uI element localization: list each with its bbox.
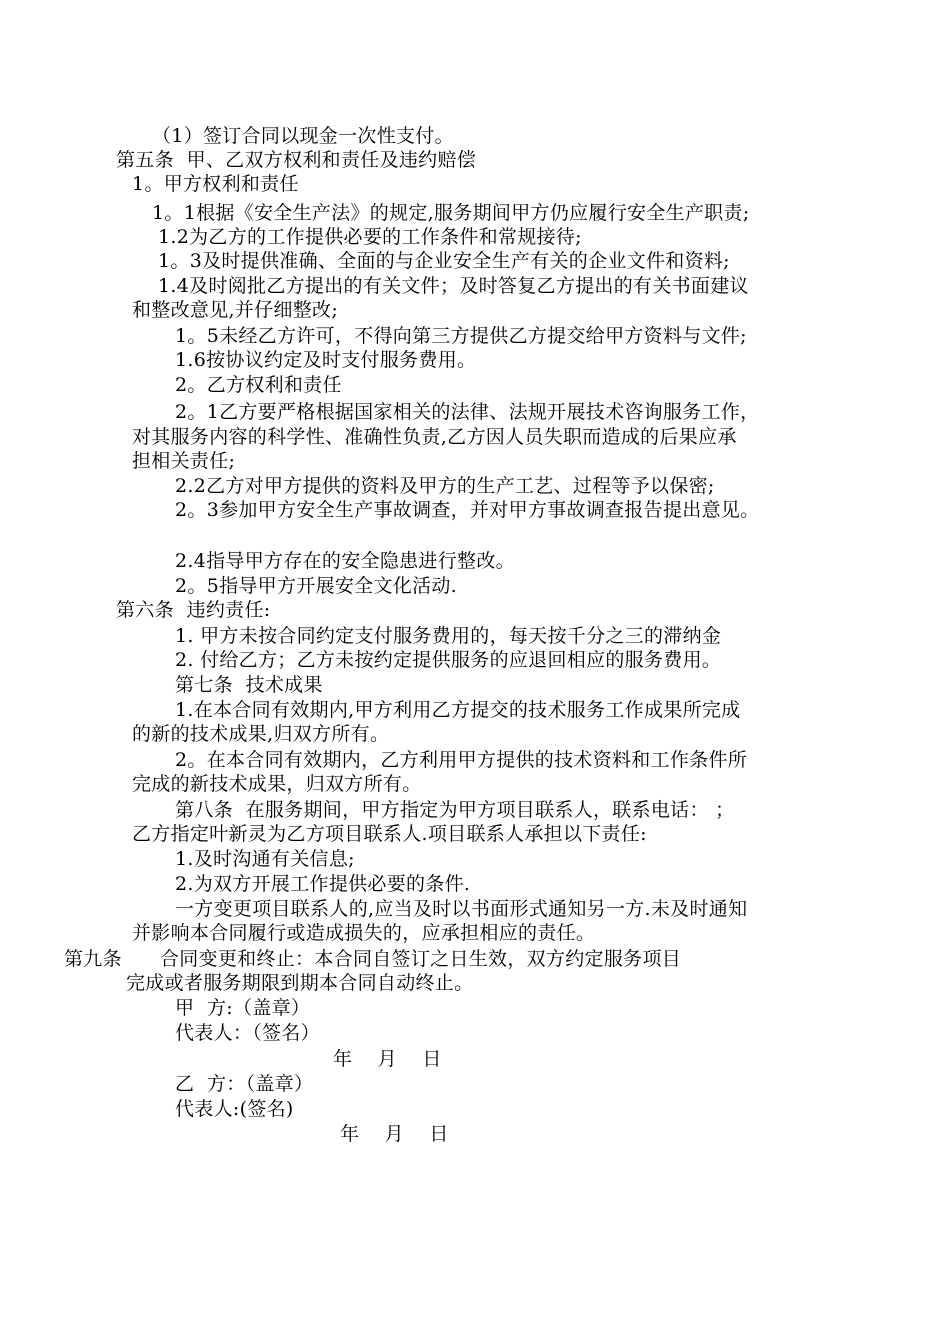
text-line: 2.2乙方对甲方提供的资料及甲方的生产工艺、过程等予以保密; <box>175 475 715 497</box>
text-line: 的新的技术成果,归双方所有。 <box>132 723 390 745</box>
text-line: 乙方指定叶新灵为乙方项目联系人.项目联系人承担以下责任: <box>132 823 647 845</box>
section-heading: 第六条 违约责任: <box>116 599 271 621</box>
section-heading: 第七条 技术成果 <box>175 674 323 696</box>
text-line: 2.为双方开展工作提供必要的条件. <box>175 873 471 895</box>
text-line: 对其服务内容的科学性、准确性负责,乙方因人员失职而造成的后果应承 <box>132 426 737 448</box>
signature-party-b: 乙 方：（盖章） <box>175 1073 314 1095</box>
section-heading: 第九条 合同变更和终止：本合同自签订之日生效，双方约定服务项目 <box>64 948 682 970</box>
text-line: 1.4及时阅批乙方提出的有关文件；及时答复乙方提出的有关书面建议 <box>158 275 749 297</box>
text-line: 并影响本合同履行或造成损失的，应承担相应的责任。 <box>132 922 596 944</box>
signature-date-b: 年 月 日 <box>340 1123 449 1145</box>
section-heading: 第八条 在服务期间，甲方指定为甲方项目联系人，联系电话： ； <box>175 799 735 821</box>
subsection-heading: 1。甲方权利和责任 <box>132 173 299 195</box>
text-line: 1.6按协议约定及时支付服务费用。 <box>175 349 477 371</box>
text-line: 和整改意见,并仔细整改; <box>132 299 339 321</box>
section-heading: 第五条 甲、乙双方权利和责任及违约赔偿 <box>116 149 477 171</box>
text-line: 完成的新技术成果，归双方所有。 <box>132 773 422 795</box>
text-line: 1。3及时提供准确、全面的与企业安全生产有关的企业文件和资料; <box>158 250 730 272</box>
subsection-heading: 2。乙方权利和责任 <box>175 374 342 396</box>
text-line: 2。在本合同有效期内，乙方利用甲方提供的技术资料和工作条件所 <box>175 749 748 771</box>
text-line: 完成或者服务期限到期本合同自动终止。 <box>126 972 474 994</box>
signature-representative-b: 代表人:(签名) <box>175 1098 294 1120</box>
text-line: 1.在本合同有效期内,甲方利用乙方提交的技术服务工作成果所完成 <box>175 699 741 721</box>
signature-representative-a: 代表人：（签名） <box>175 1022 320 1044</box>
text-line: （1）签订合同以现金一次性支付。 <box>152 125 454 147</box>
text-line: 2。1乙方要严格根据国家相关的法律、法规开展技术咨询服务工作， <box>175 401 760 423</box>
text-line: 1. 甲方未按合同约定支付服务费用的，每天按千分之三的滞纳金 <box>175 625 722 647</box>
text-line: 2。3参加甲方安全生产事故调查，并对甲方事故调查报告提出意见。 <box>175 499 760 521</box>
text-line: 1。1根据《安全生产法》的规定,服务期间甲方仍应履行安全生产职责; <box>152 202 750 224</box>
text-line: 2. 付给乙方；乙方未按约定提供服务的应退回相应的服务费用。 <box>175 649 722 671</box>
text-line: 2.4指导甲方存在的安全隐患进行整改。 <box>175 550 515 572</box>
text-line: 担相关责任; <box>132 450 236 472</box>
text-line: 2。5指导甲方开展安全文化活动. <box>175 575 458 597</box>
text-line: 一方变更项目联系人的,应当及时以书面形式通知另一方.未及时通知 <box>175 898 748 920</box>
text-line: 1.2为乙方的工作提供必要的工作条件和常规接待; <box>158 226 582 248</box>
signature-date-a: 年 月 日 <box>333 1048 442 1070</box>
text-line: 1。5未经乙方许可，不得向第三方提供乙方提交给甲方资料与文件; <box>175 325 747 347</box>
signature-party-a: 甲 方:（盖章） <box>175 997 311 1019</box>
text-line: 1.及时沟通有关信息; <box>175 848 355 870</box>
